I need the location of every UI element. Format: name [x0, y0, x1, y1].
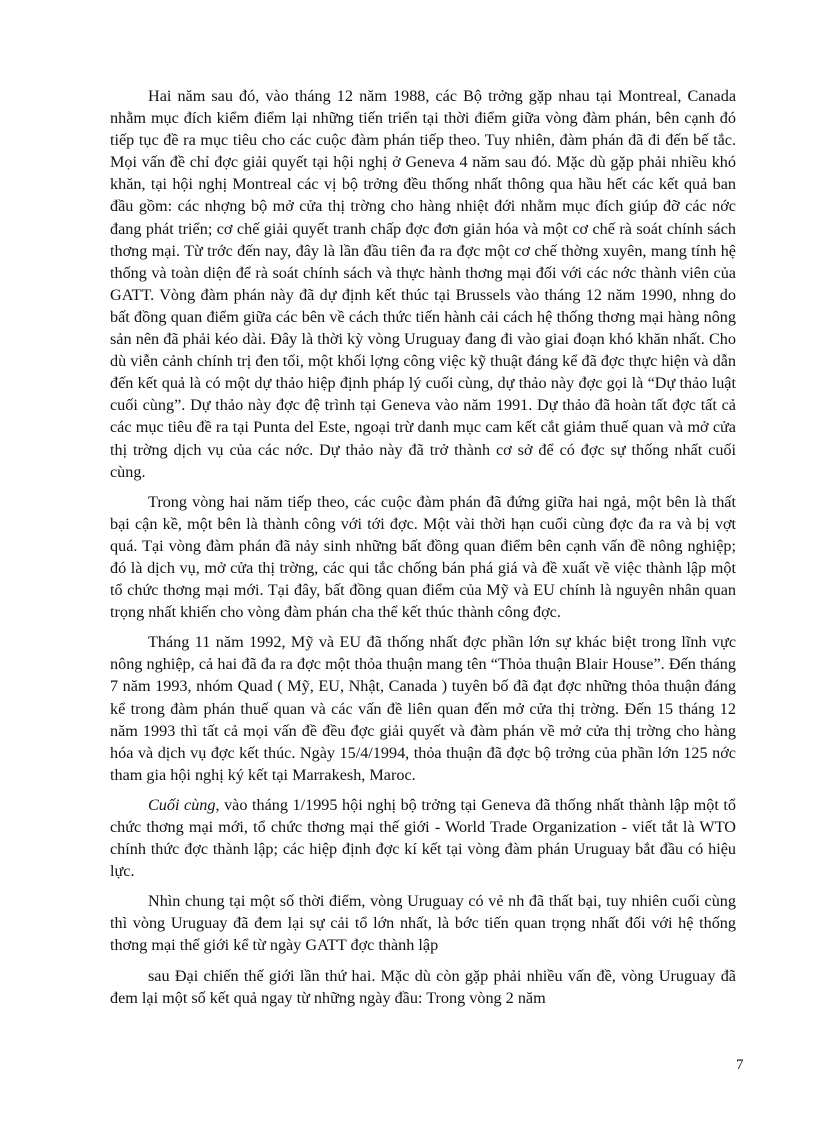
- paragraph-wto-founding: [110, 794, 736, 882]
- italic-lead: Cuối cùng: [148, 795, 216, 814]
- paragraph-montreal: Hai năm sau đó, vào tháng 12 năm 1988, các Bộ trởng gặp nhau tại Montreal, Canada nhằm mục đích kiểm điểm lại những tiến triển tại thời điểm giữa vòng đàm phán, bên cạnh đó tiếp tục đề ra mục tiêu cho các cuộc đàm phán tiếp theo. Tuy nhiên, đàm phán đã đi đến bế tắc. Mọi vấn đề chỉ đợc giải quyết tại hội nghị ở Geneva 4 năm sau đó. Mặc dù gặp phải nhiều khó khăn, tại hội nghị Montreal các vị bộ trởng đều thống nhất thông qua hầu hết các kết quả ban đầu gồm: các nhợng bộ mở cửa thị trờng cho hàng nhiệt đới nhằm mục đích giúp đỡ các nớc đang phát triển; cơ chế giải quyết tranh chấp đợc đơn giản hóa và một cơ chế rà soát chính sách thơng mại. Từ trớc đến nay, đây là lần đầu tiên đa ra đợc một cơ chế thờng xuyên, mang tính hệ thống và toàn diện để rà soát chính sách và thực hành thơng mại đối với các nớc thành viên của GATT. Vòng đàm phán này đã dự định kết thúc tại Brussels vào tháng 12 năm 1990, nhng do bất đồng quan điểm giữa các bên về cách thức tiến hành cải cách hệ thống thơng mại hàng nông sản nên đã phải kéo dài. Đây là thời kỳ vòng Uruguay đang đi vào giai đoạn khó khăn nhất. Cho dù viễn cảnh chính trị đen tối, một khối lợng công việc kỹ thuật đáng kể đã đợc thực hiện và dẫn đến kết quả là có một dự thảo hiệp định pháp lý cuối cùng, dự thảo này đợc gọi là “Dự thảo luật cuối cùng”. Dự thảo này đợc đệ trình tại Geneva vào năm 1991. Dự thảo đã hoàn tất đợc tất cả các mục tiêu đề ra tại Punta del Este, ngoại trừ danh mục cam kết cắt giảm thuế quan và mở cửa thị trờng dịch vụ của các nớc. Dự thảo này đã trở thành cơ sở để có đợc sự thống nhất cuối cùng.: [110, 87, 736, 481]
- paragraph-november-1992: Tháng 11 năm 1992, Mỹ và EU đã thống nhất đợc phần lớn sự khác biệt trong lĩnh vực nông nghiệp, cả hai đã đa ra đợc một thỏa thuận mang tên “Thỏa thuận Blair House”. Đến tháng 7 năm 1993, nhóm Quad ( Mỹ, EU, Nhật, Canada ) tuyên bố đã đạt đợc những thỏa thuận đáng kể trong đàm phán thuế quan và các vấn đề liên quan đến mở cửa thị trờng. Đến 15 tháng 12 năm 1993 thì tất cả mọi vấn đề đều đợc giải quyết và đàm phán về mở cửa thị trờng cho hàng hóa và dịch vụ đợc kết thúc. Ngày 15/4/1994, thỏa thuận đã đợc bộ trởng của phần lớn 125 nớc tham gia hội nghị ký kết tại Marrakesh, Maroc.: [110, 633, 736, 784]
- paragraph-body: , vào tháng 1/1995 hội nghị bộ trởng tại Geneva đã thống nhất thành lập một tổ chức thơng mại mới, tổ chức thơng mại thế giới - World Trade Organization - viết tắt là WTO chính thức đợc thành lập; các hiệp định đợc kí kết tại vòng đàm phán Uruguay bắt đầu có hiệu lực.: [110, 795, 737, 881]
- paragraph-continuation: sau Đại chiến thế giới lần thứ hai. Mặc dù còn gặp phải nhiều vấn đề, vòng Uruguay đã đem lại một số kết quả ngay từ những ngày đầu: Trong vòng 2 năm: [110, 966, 736, 1007]
- paragraph-overall: Nhìn chung tại một số thời điểm, vòng Uruguay có vẻ nh đã thất bại, tuy nhiên cuối cùng thì vòng Uruguay đã đem lại sự cải tổ lớn nhất, là bớc tiến quan trọng nhất đối với hệ thống thơng mại thế giới kể từ ngày GATT đợc thành lập: [110, 892, 736, 955]
- paragraph-two-years: Trong vòng hai năm tiếp theo, các cuộc đàm phán đã đứng giữa hai ngả, một bên là thất bại cận kề, một bên là thành công với tới đợc. Một vài thời hạn cuối cùng đợc đa ra và bị vợt quá. Tại vòng đàm phán đã nảy sinh những bất đồng quan điểm bên cạnh vấn đề nông nghiệp; đó là dịch vụ, mở cửa thị trờng, các qui tắc chống bán phá giá và đề xuất về việc thành lập một tổ chức thơng mại mới. Tại đây, bất đồng quan điểm của Mỹ và EU chính là nguyên nhân quan trọng nhất khiến cho vòng đàm phán cha thể kết thúc thành công đợc.: [110, 492, 736, 622]
- page-number: 7: [736, 1057, 744, 1073]
- document-page: [110, 85, 736, 1009]
